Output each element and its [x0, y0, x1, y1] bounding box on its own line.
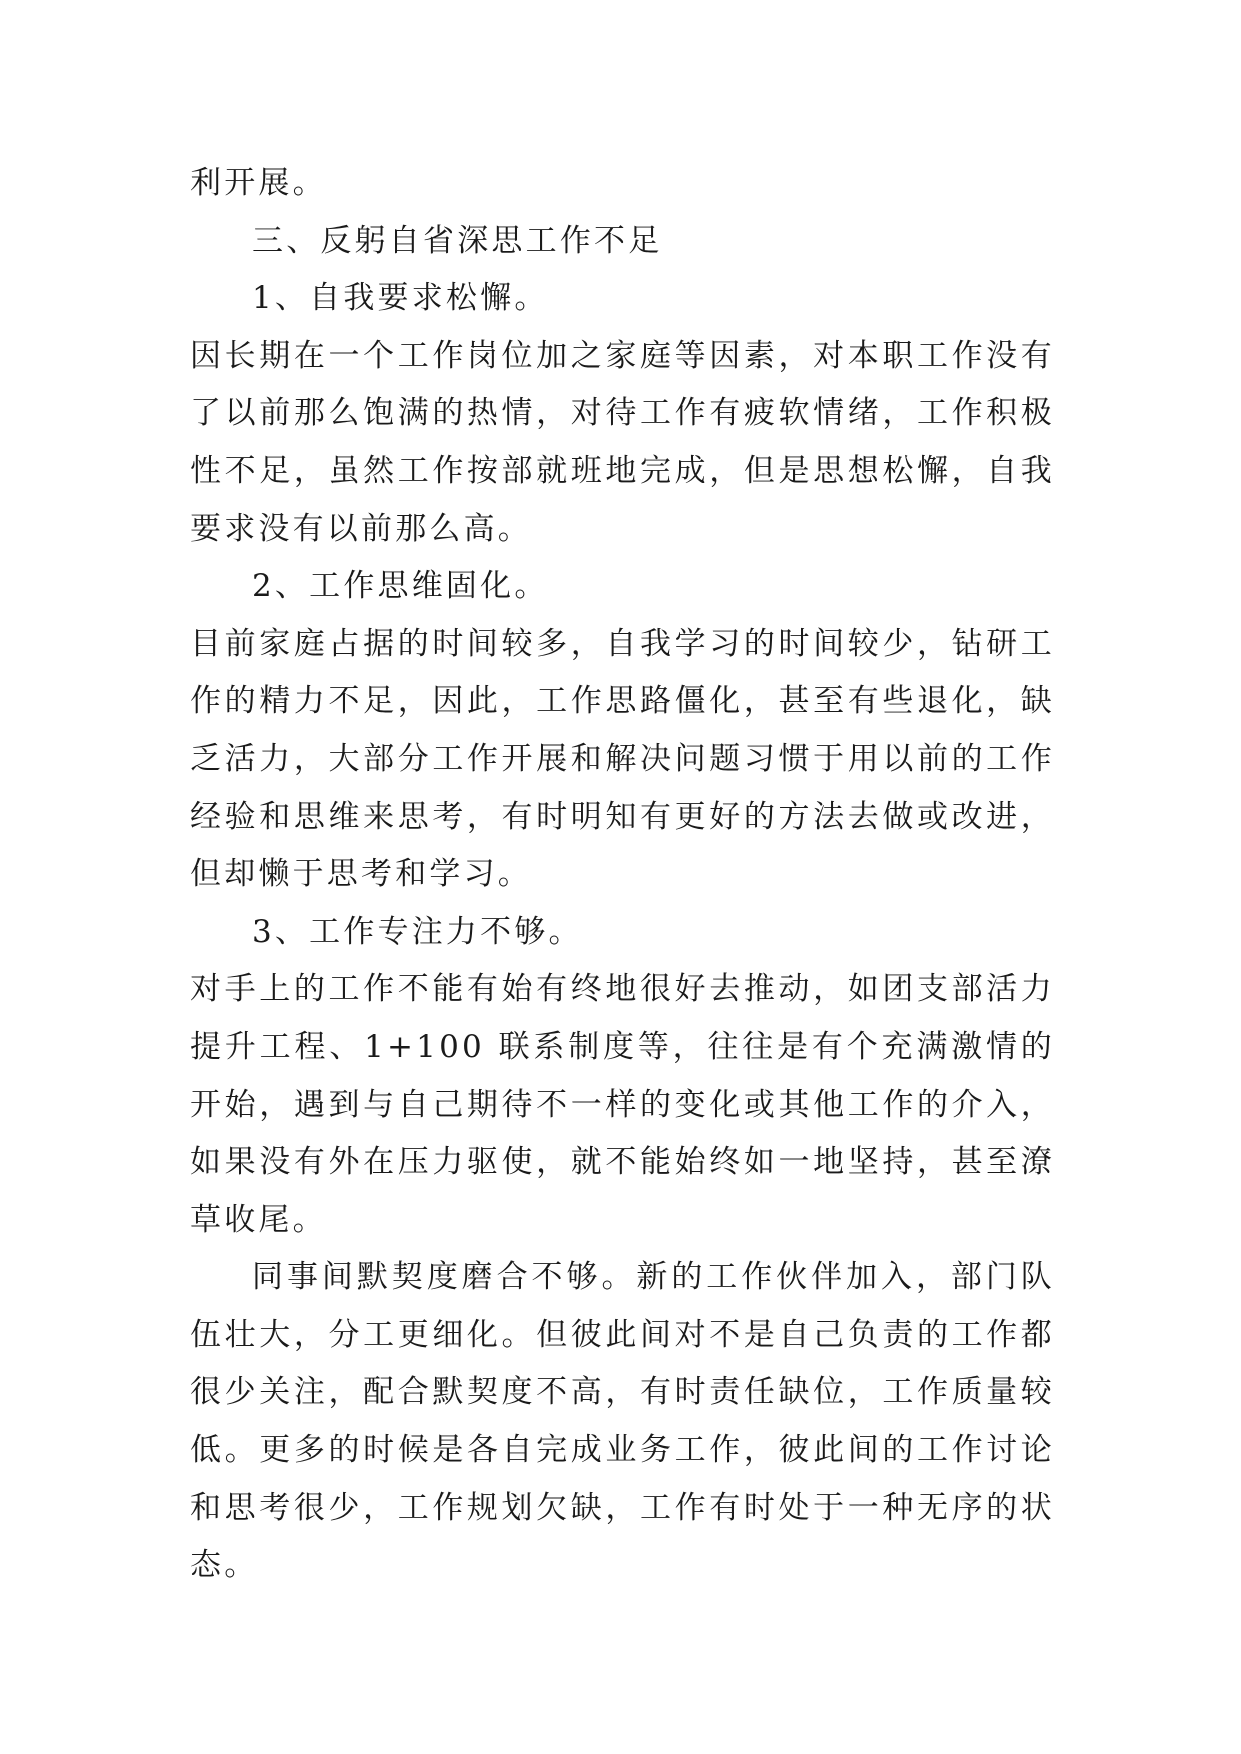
paragraph-1: 因长期在一个工作岗位加之家庭等因素，对本职工作没有了以前那么饱满的热情，对待工作有疲软情绪，工作积极性不足，虽然工作按部就班地完成，但是思想松懈，自我要求没有以前那么高。 [190, 337, 1055, 547]
paragraph-3: 对手上的工作不能有始有终地很好去推动，如团支部活力提升工程、1+100 联系制度等，往往是有个充满激情的开始，遇到与自己期待不一样的变化或其他工作的介入，如果没有外在压力驱使，就不能始终如一地坚持，甚至潦草收尾。 [190, 971, 1055, 1238]
document-body [190, 155, 1055, 1595]
subheading-3: 3、工作专注力不够。 [252, 913, 583, 950]
paragraph-continuation: 利开展。 [190, 165, 327, 201]
paragraph-2: 目前家庭占据的时间较多，自我学习的时间较少，钻研工作的精力不足，因此，工作思路僵化，甚至有些退化，缺乏活力，大部分工作开展和解决问题习惯于用以前的工作经验和思维来思考，有时明知有更好的方法去做或改进，但却懒于思考和学习。 [190, 625, 1055, 893]
subheading-2: 2、工作思维固化。 [252, 568, 549, 605]
paragraph-4: 同事间默契度磨合不够。新的工作伙伴加入，部门队伍壮大，分工更细化。但彼此间对不是自己负责的工作都很少关注，配合默契度不高，有时责任缺位，工作质量较低。更多的时候是各自完成业务工作，彼此间的工作讨论和思考很少，工作规划欠缺，工作有时处于一种无序的状态。 [190, 1259, 1055, 1584]
subheading-1: 1、自我要求松懈。 [252, 280, 549, 317]
section-heading-three: 三、反躬自省深思工作不足 [252, 222, 663, 259]
